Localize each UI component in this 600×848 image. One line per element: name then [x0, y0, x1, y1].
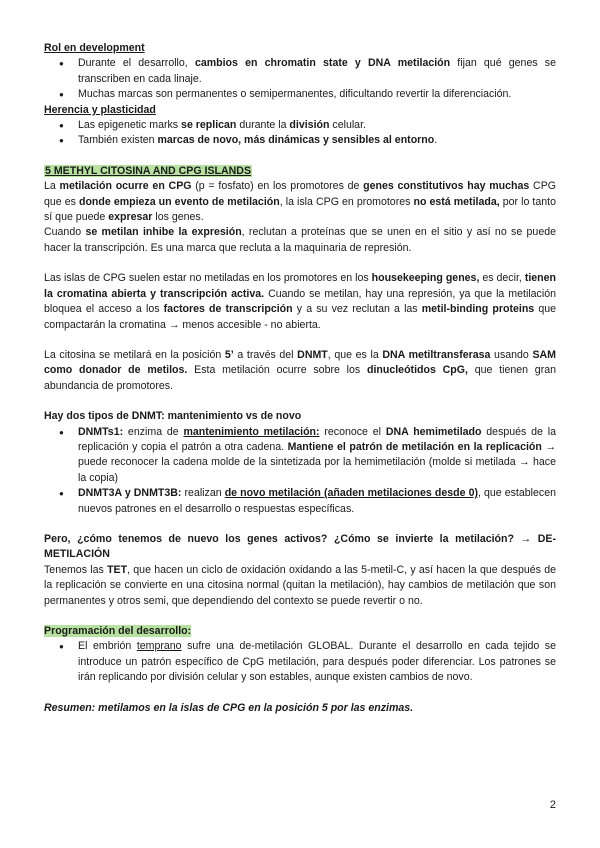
section-heading: 5 METHYL CITOSINA AND CPG ISLANDS	[45, 164, 252, 177]
heading-programacion: Programación del desarrollo:	[44, 625, 192, 637]
heading-demetilacion: Pero, ¿cómo tenemos de nuevo los genes activos? ¿Cómo se invierte la metilación? → DE-METILACIÓN	[44, 532, 556, 561]
summary: Resumen: metilamos en la islas de CPG en la posición 5 por las enzimas.	[44, 701, 414, 714]
list-item: ● DNMT3A y DNMT3B: realizan de novo metilación (añaden metilaciones desde 0), que establecen nuevos patrones en el desarrollo o respuestas específicas.	[78, 486, 556, 517]
list-item: ● DNMTs1: enzima de mantenimiento metilación: reconoce el DNA hemimetilado después de la replicación y copia el patrón a otra cadena. Mantiene el patrón de metilación en la replicación → puede reconocer la cadena molde de la sintetizada por la hemimetilación (molde si metilada → hace la copia)	[78, 425, 556, 487]
heading-dnmt: Hay dos tipos de DNMT: mantenimiento vs de novo	[44, 410, 302, 423]
heading-rol: Rol en development	[44, 42, 145, 54]
list-item: ● Las epigenetic marks se replican durante la división celular.	[78, 118, 556, 133]
paragraph: Cuando se metilan inhibe la expresión, reclutan a proteínas que se unen en el sitio y así no se puede hacer la transcripción. Es una marca que recluta a la maquinaria de represión.	[44, 226, 557, 254]
paragraph: Tenemos las TET, que hacen un ciclo de oxidación oxidando a las 5-metil-C, y así hacen la que después de la replicación se convierte en una citosina normal (quitan la metilación), hay cambios de metilación que son permanentes y otros semi, que dependiendo del contexto se puede revertir o no.	[44, 563, 556, 607]
paragraph: La citosina se metilará en la posición 5’ a través del DNMT, que es la DNA metiltransferasa usando SAM como donador de metilos. Esta metilación ocurre sobre los dinucleótidos CpG, que tienen gran abundancia de promotores.	[44, 348, 557, 392]
list-dnmt	[44, 425, 556, 517]
list-rol	[44, 56, 556, 102]
list-item: ● El embrión temprano sufre una de-metilación GLOBAL. Durante el desarrollo en cada tejido se introduce un patrón específico de CpG metilación, para después poder diferenciar. Los patrones se irán replicando por división celular y son estables, aunque existen cambios de novo.	[78, 639, 556, 685]
paragraph: Las islas de CPG suelen estar no metiladas en los promotores en los housekeeping genes, es decir, tienen la cromatina abierta y transcripción activa. Cuando se metilan, hay una represión, ya que la metilación bloquea el acceso a los factores de transcripción y a su vez reclutan a las metil-binding proteins que compactarán la cromatina → menos accesible - no abierta.	[44, 272, 557, 331]
list-herencia	[44, 118, 556, 149]
list-programacion	[44, 639, 556, 685]
heading-herencia: Herencia y plasticidad	[44, 103, 156, 116]
list-item: ● Muchas marcas son permanentes o semipermanentes, dificultando revertir la diferenciación.	[78, 87, 556, 102]
document-page	[44, 41, 556, 716]
list-item: ● También existen marcas de novo, más dinámicas y sensibles al entorno.	[78, 133, 556, 148]
paragraph: La metilación ocurre en CPG (p = fosfato) en los promotores de genes constitutivos hay muchas CPG que es donde empieza un evento de metilación, la isla CPG en promotores no está metilada, por lo tanto sí que puede expresar los genes.	[44, 180, 556, 224]
list-item: ● Durante el desarrollo, cambios en chromatin state y DNA metilación fijan qué genes se transcriben en cada linaje.	[78, 56, 556, 87]
page-number: 2	[549, 799, 556, 811]
